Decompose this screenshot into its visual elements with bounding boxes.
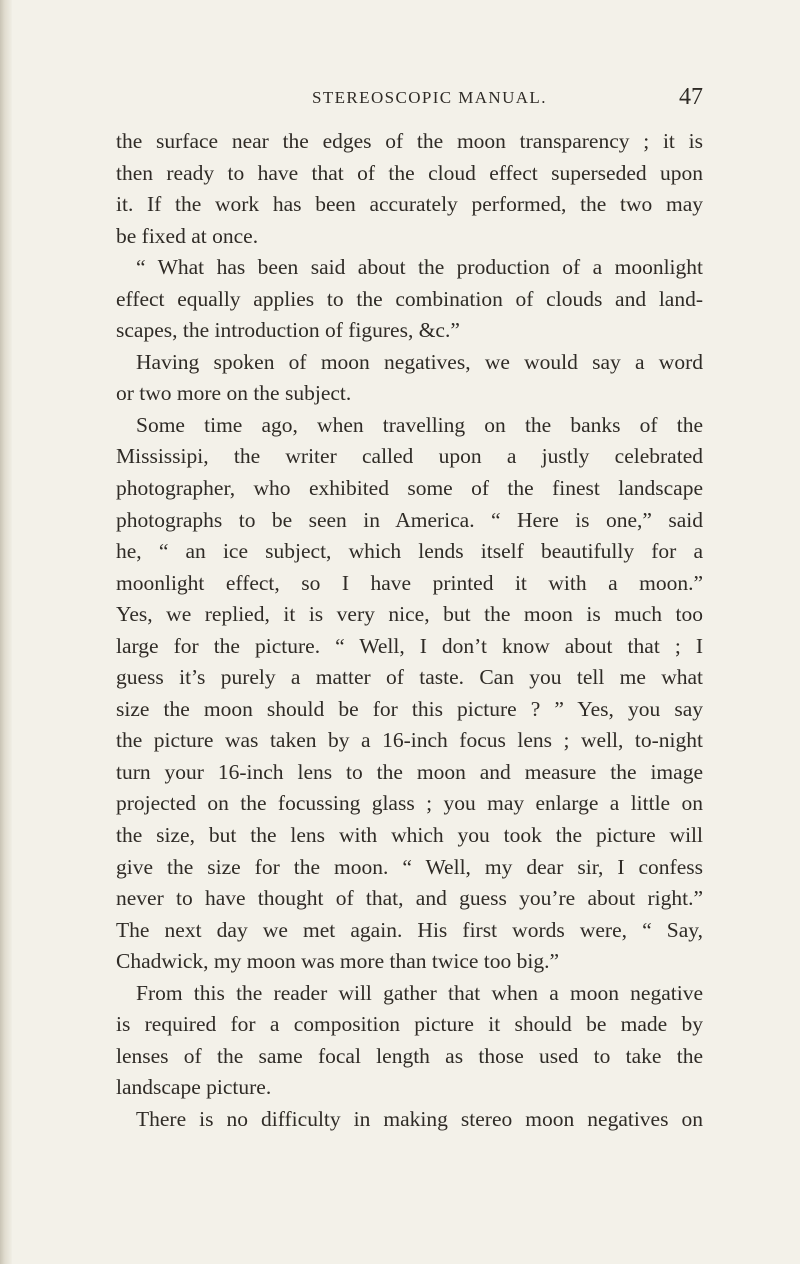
text-line: Some time ago, when travelling on the banks of the [136,412,703,437]
text-line: the size, but the lens with which you took the picture will [116,823,703,848]
text-line: effect equally applies to the combination of clouds and land- [116,286,703,311]
text-line: then ready to have that of the cloud effect superseded upon [116,160,703,185]
text-line: give the size for the moon. “ Well, my dear sir, I confess [116,854,703,879]
text-line: From this the reader will gather that when a moon negative [136,980,703,1005]
body-text [116,126,703,1136]
page-header [116,84,703,120]
text-line: photographer, who exhibited some of the finest landscape [116,476,703,501]
text-line: photographs to be seen in America. “ Here is one,” said [116,507,703,532]
text-line: Yes, we replied, it is very nice, but the moon is much too [116,602,703,627]
page-binding-edge [0,0,12,1264]
text-line: Chadwick, my moon was more than twice too big.” [116,949,560,974]
running-title: STEREOSCOPIC MANUAL. [312,88,547,107]
text-line: he, “ an ice subject, which lends itself beautifully for a [116,539,703,564]
text-line: the surface near the edges of the moon transparency ; it is [116,129,703,153]
text-line: or two more on the subject. [116,381,352,406]
page-number: 47 [679,84,703,110]
text-line: it. If the work has been accurately performed, the two may [116,192,703,217]
text-line: scapes, the introduction of figures, &c.” [116,318,460,343]
text-line: Mississipi, the writer called upon a justly celebrated [116,444,703,469]
text-line: be fixed at once. [116,223,259,248]
text-line: large for the picture. “ Well, I don’t know about that ; I [116,633,703,658]
text-line: is required for a composition picture it should be made by [116,1012,703,1037]
text-line: “ What has been said about the production of a moonlight [136,255,703,280]
text-line: size the moon should be for this picture ? ” Yes, you say [116,696,703,721]
text-line: The next day we met again. His first words were, “ Say, [116,917,703,942]
text-line: never to have thought of that, and guess you’re about right.” [116,886,703,911]
text-line: landscape picture. [116,1075,272,1100]
text-line: There is no difficulty in making stereo moon negatives on [136,1106,703,1131]
text-line: moonlight effect, so I have printed it with a moon.” [116,570,703,595]
text-line: Having spoken of moon negatives, we would say a word [136,349,703,374]
text-line: turn your 16-inch lens to the moon and measure the image [116,759,703,784]
text-line: the picture was taken by a 16-inch focus lens ; well, to-night [116,728,703,753]
text-line: lenses of the same focal length as those used to take the [116,1043,703,1068]
text-line: projected on the focussing glass ; you may enlarge a little on [116,791,703,816]
text-line: guess it’s purely a matter of taste. Can you tell me what [116,665,703,690]
